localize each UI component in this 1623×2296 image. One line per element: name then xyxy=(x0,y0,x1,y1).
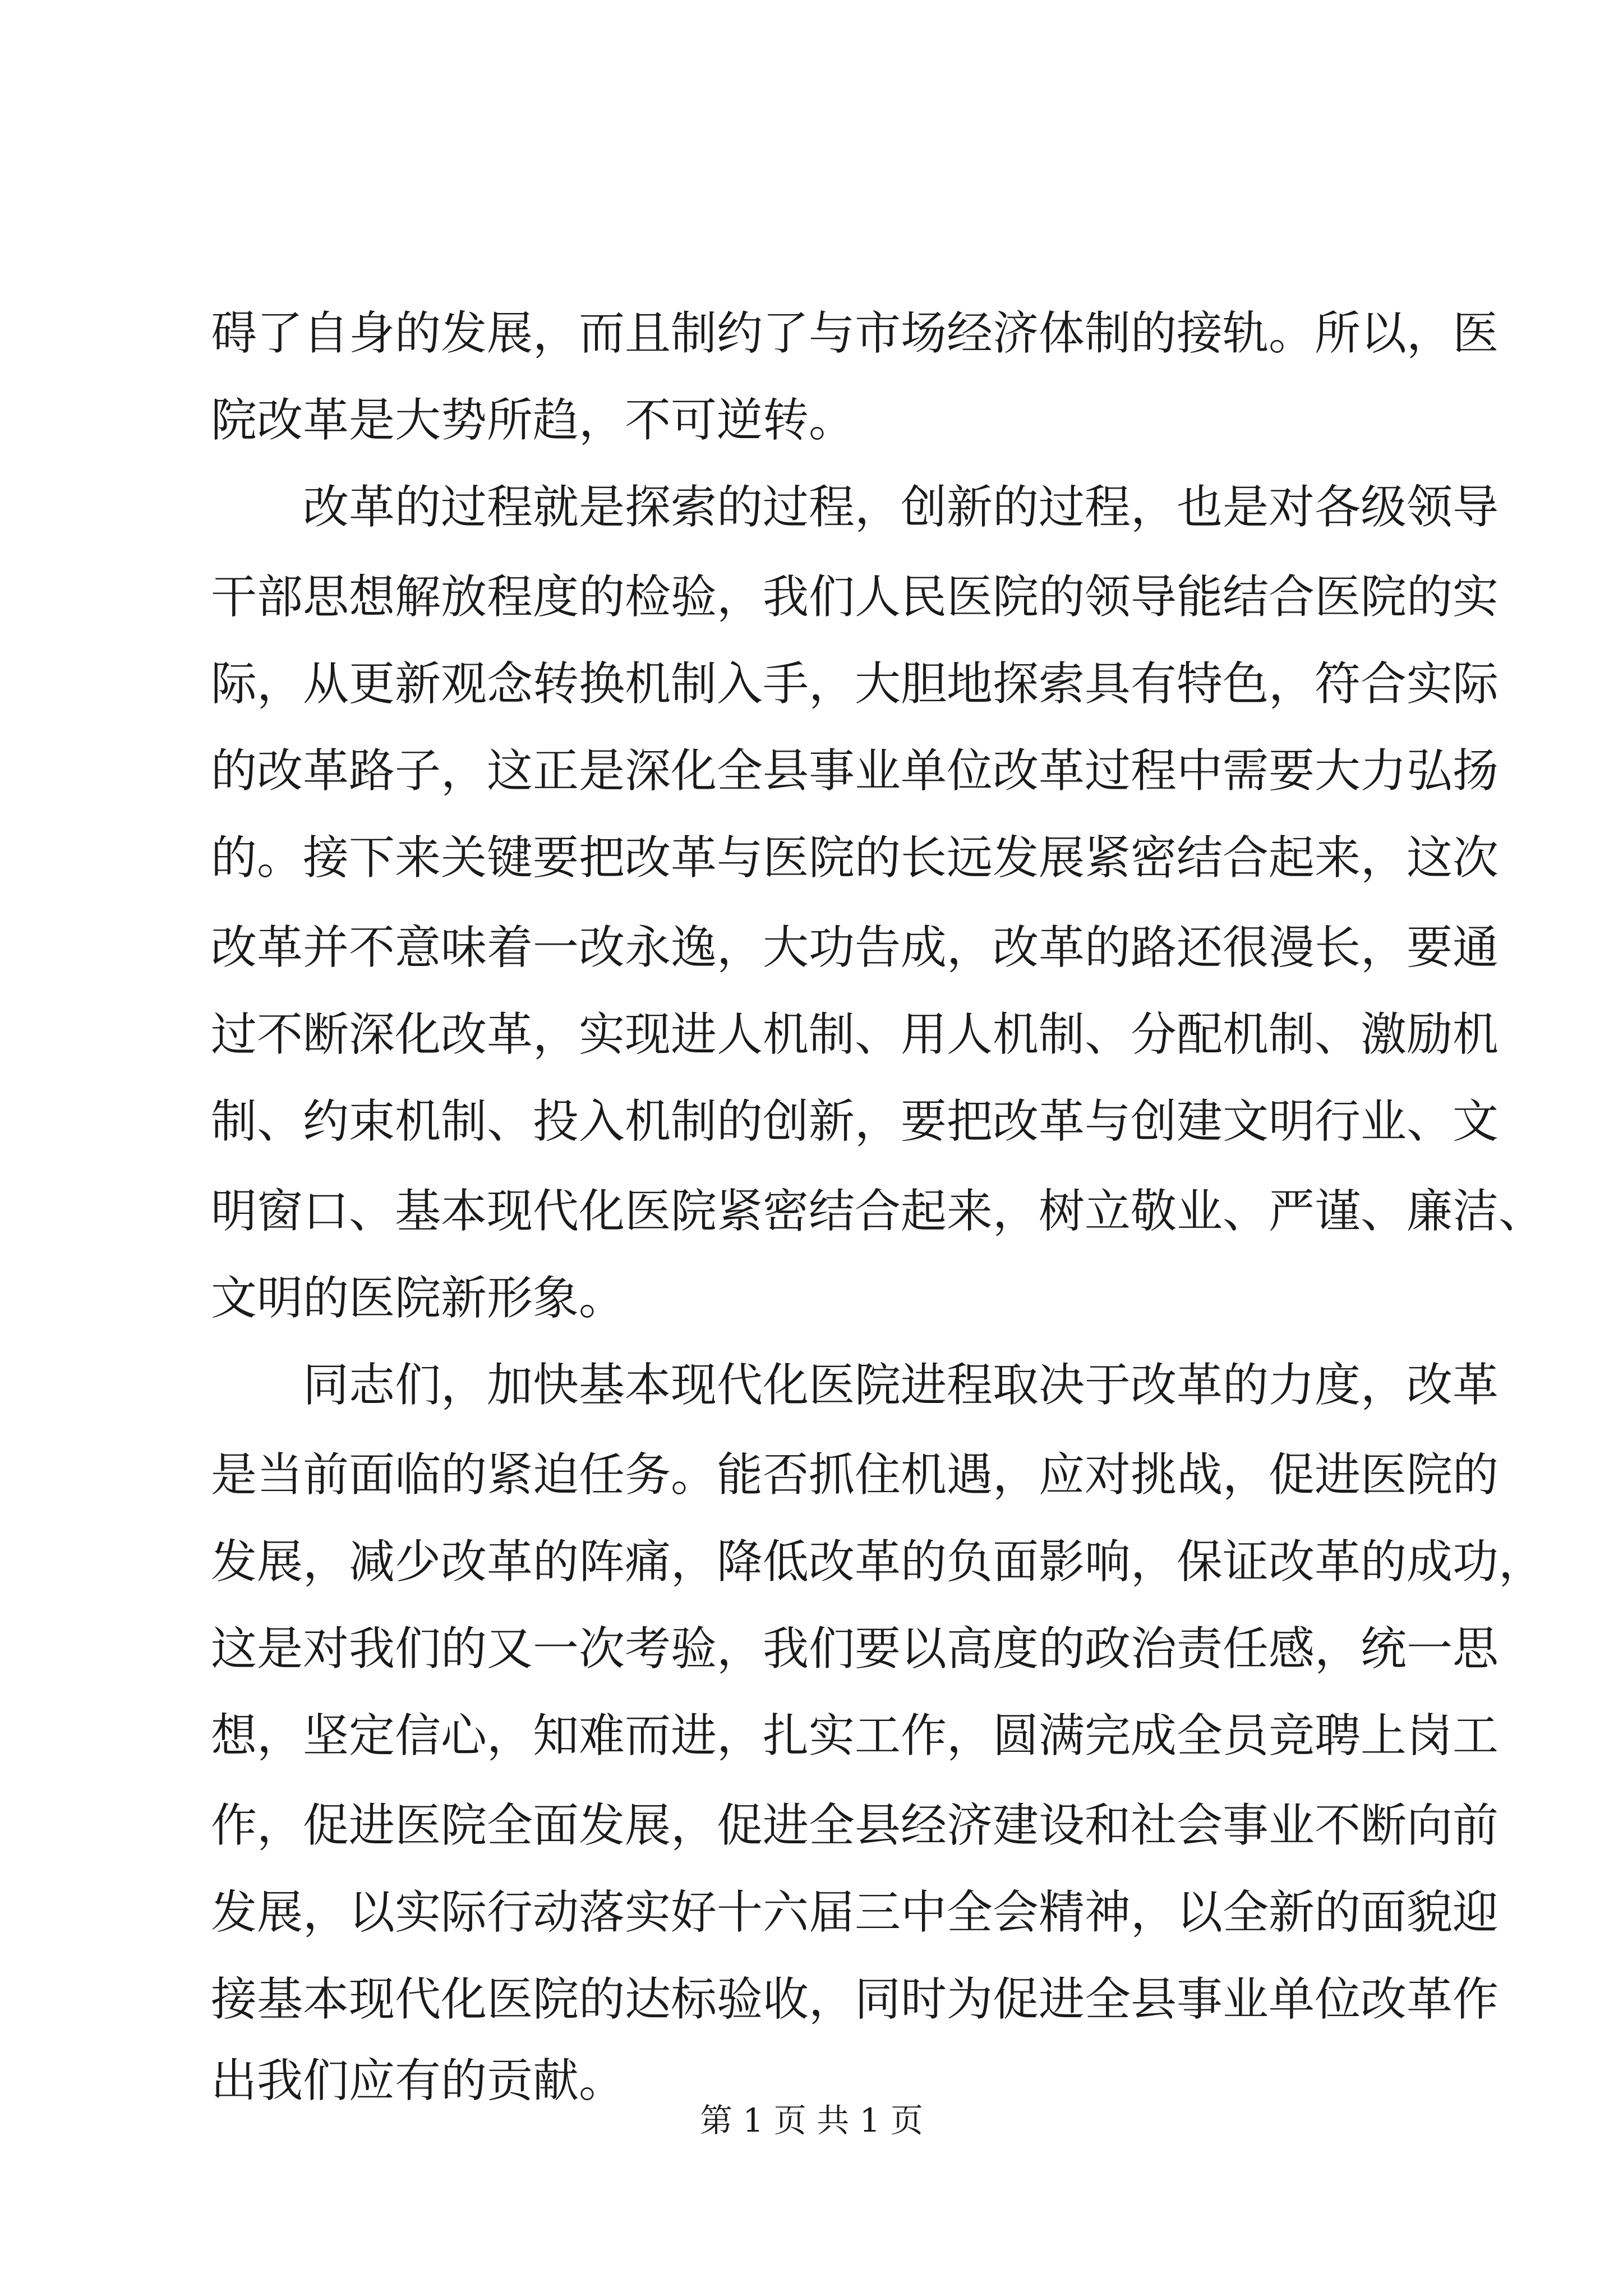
body-text-line: 出我们应有的贡献。 xyxy=(211,2054,625,2108)
paragraph-first-line: 同志们，加快基本现代化医院进程取决于改革的力度，改革 xyxy=(303,1359,1499,1412)
body-text-line: 改革并不意味着一改永逸，大功告成，改革的路还很漫长，要通 xyxy=(211,921,1499,974)
body-text-line: 这是对我们的又一次考验，我们要以高度的政治责任感，统一思 xyxy=(211,1622,1499,1676)
body-text-line: 干部思想解放程度的检验，我们人民医院的领导能结合医院的实 xyxy=(211,570,1499,624)
body-text-line: 过不断深化改革，实现进人机制、用人机制、分配机制、激励机 xyxy=(211,1008,1499,1061)
body-text-line: 的。接下来关键要把改革与医院的长远发展紧密结合起来，这次 xyxy=(211,831,1499,885)
body-text-line: 碍了自身的发展，而且制约了与市场经济体制的接轨。所以，医 xyxy=(211,307,1499,360)
body-text-line: 际，从更新观念转换机制入手，大胆地探索具有特色，符合实际 xyxy=(211,657,1499,711)
paragraph-first-line: 改革的过程就是探索的过程，创新的过程，也是对各级领导 xyxy=(303,481,1499,534)
body-text-line: 接基本现代化医院的达标验收，同时为促进全县事业单位改革作 xyxy=(211,1973,1499,2026)
body-text-line: 的改革路子，这正是深化全县事业单位改革过程中需要大力弘扬 xyxy=(211,744,1499,798)
body-text-line: 明窗口、基本现代化医院紧密结合起来，树立敬业、严谨、廉洁、 xyxy=(211,1185,1545,1238)
body-text-line: 制、约束机制、投入机制的创新，要把改革与创建文明行业、文 xyxy=(211,1095,1499,1148)
body-text-line: 作，促进医院全面发展，促进全县经济建设和社会事业不断向前 xyxy=(211,1799,1499,1852)
body-text-line: 院改革是大势所趋，不可逆转。 xyxy=(211,394,855,447)
body-text-line: 文明的医院新形象。 xyxy=(211,1272,625,1325)
body-text-line: 想，坚定信心，知难而进，扎实工作，圆满完成全员竞聘上岗工 xyxy=(211,1709,1499,1763)
body-text-line: 发展，以实际行动落实好十六届三中全会精神，以全新的面貌迎 xyxy=(211,1886,1499,1939)
page-footer: 第 1 页 共 1 页 xyxy=(700,2101,923,2139)
body-text-line: 发展，减少改革的阵痛，降低改革的负面影响，保证改革的成功， xyxy=(211,1535,1545,1589)
body-text-line: 是当前面临的紧迫任务。能否抓住机遇，应对挑战，促进医院的 xyxy=(211,1448,1499,1502)
